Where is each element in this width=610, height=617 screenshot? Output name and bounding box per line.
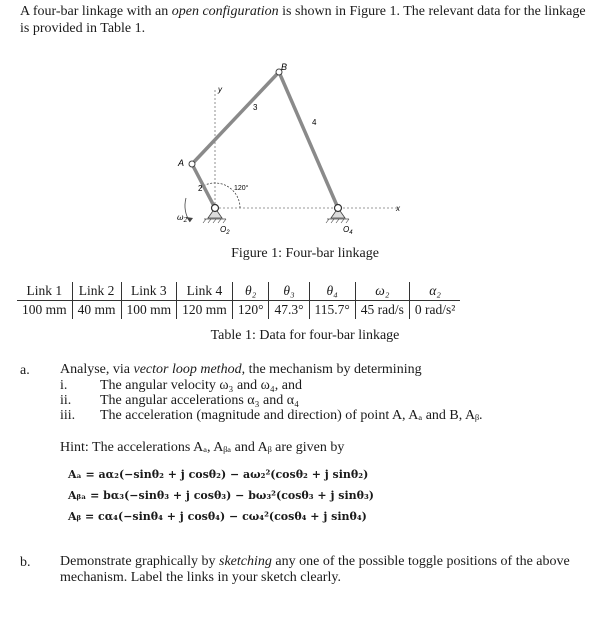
qb-text-2: any one of the possible toggle positions of the above mechanism. Label the links in your sketch clearly. [60,554,570,585]
label-a: A [178,158,185,168]
label-link-2: 2 [198,184,203,193]
table-row [17,301,460,320]
table-cell: 100 mm [17,301,72,320]
intro-text-2: is shown in Figure 1. The relevant data for the linkage is provided in Table 1. [20,4,586,36]
table-caption: Table 1: Data for four-bar linkage [210,328,400,343]
link-4 [279,72,338,208]
label-o2: $O_2$ [220,225,230,236]
table-cell: 0 rad/s² [409,301,460,320]
joint-a [189,161,195,167]
link-2 [192,164,215,208]
label-x: x [396,204,400,213]
question-a-lead [60,362,590,377]
table-cell: 120° [232,301,269,320]
label-b: B [281,62,288,72]
label-o4: $O_4$ [343,225,353,236]
item-num: iii. [60,408,76,423]
table-header: θ₃ [269,282,309,301]
item-text: The angular accelerations α₃ and α₄ [100,393,299,408]
table-header: Link 3 [121,282,177,301]
label-link-3: 3 [253,103,258,112]
table-cell: 100 mm [121,301,177,320]
qb-emphasis: sketching [219,554,272,569]
ground-pivot-o2 [203,205,226,224]
question-b-text [60,554,600,586]
label-y: y [218,85,222,94]
table-cell: 120 mm [177,301,233,320]
table-header: θ₄ [309,282,355,301]
table-header: Link 4 [177,282,233,301]
four-bar-linkage-figure [150,60,440,240]
table-header: Link 2 [72,282,121,301]
item-num: ii. [60,393,72,408]
label-link-4: 4 [312,118,317,127]
table-header: θ₂ [232,282,269,301]
table-header-row [17,282,460,301]
lead-emphasis: vector loop method [133,362,242,377]
intro-paragraph [20,3,595,37]
figure-caption: Figure 1: Four-bar linkage [231,246,379,261]
item-num: i. [60,378,68,393]
link-3 [192,72,279,164]
table-header: Link 1 [17,282,72,301]
table-header: ω₂ [355,282,409,301]
table-cell: 45 rad/s [355,301,409,320]
question-b-marker: b. [20,555,31,570]
qb-text-1: Demonstrate graphically by [60,554,220,569]
lead-text-1: Analyse, via [60,362,134,377]
item-text: The angular velocity ω₃ and ω₄, and [100,378,302,393]
table-cell: 47.3° [269,301,309,320]
label-omega: $\omega_2$ [177,213,188,224]
table-cell: 40 mm [72,301,121,320]
question-a-marker: a. [20,363,30,378]
formula-aa: Aₐ = aα₂(−sinθ₂ + j cosθ₂) − aω₂²(cosθ₂ + j sinθ₂) [68,468,369,481]
data-table [17,282,460,319]
item-text: The acceleration (magnitude and direction) of point A, Aₐ and B, Aᵦ. [100,408,483,423]
table-header: α₂ [409,282,460,301]
hint-text: Hint: The accelerations Aₐ, Aᵦₐ and Aᵦ are given by [60,440,345,455]
lead-text-2: , the mechanism by determining [241,362,422,377]
intro-text-1: A four-bar linkage with an [20,4,172,19]
formula-ab: Aᵦ = cα₄(−sinθ₄ + j cosθ₄) − cω₄²(cosθ₄ + j sinθ₄) [68,510,367,523]
ground-pivot-o4 [326,205,349,224]
formula-aba: Aᵦₐ = bα₃(−sinθ₃ + j cosθ₃) − bω₃²(cosθ₃ + j sinθ₃) [68,489,375,502]
table-cell: 115.7° [309,301,355,320]
intro-emphasis: open configuration [171,4,279,19]
label-angle: 120° [234,185,249,192]
